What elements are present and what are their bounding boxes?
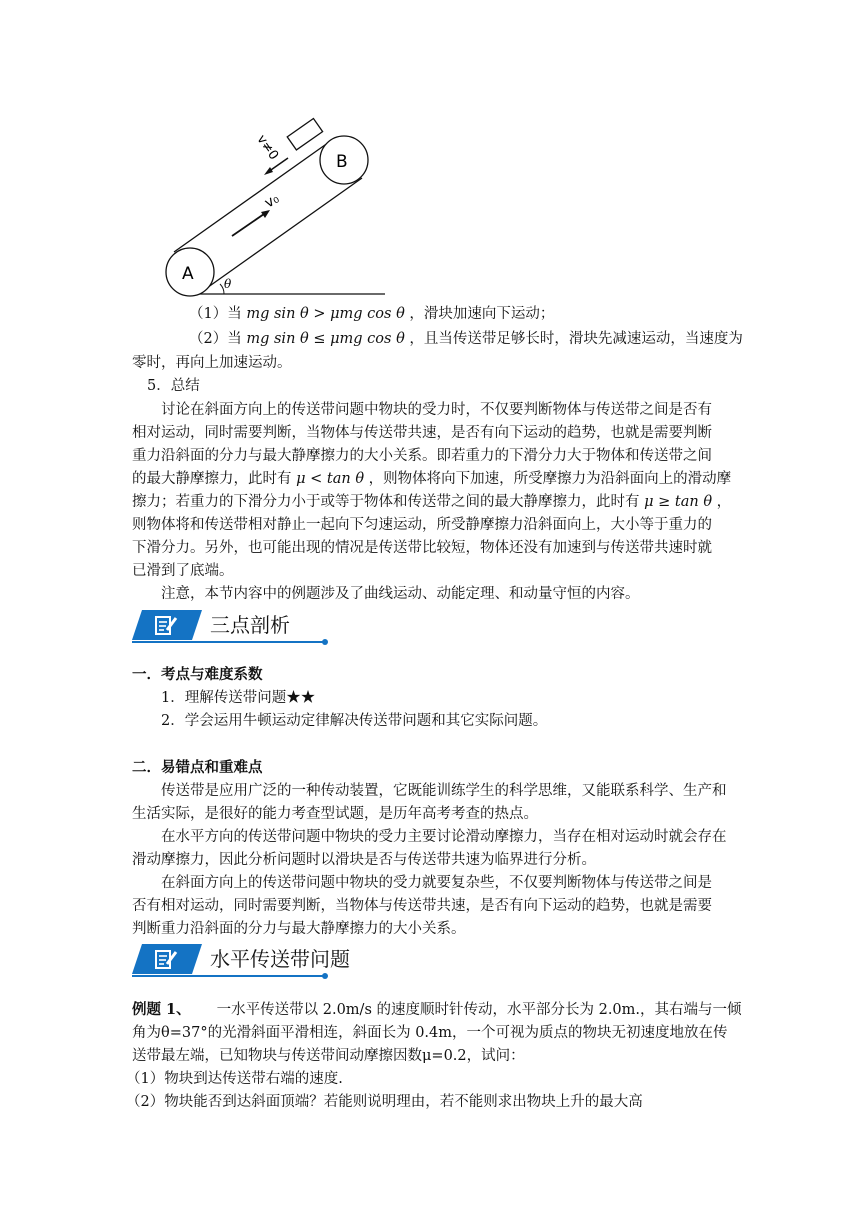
section-2-line-6: 否有相对运动，同时需要判断，当物体与传送带共速，是否有向下运动的趋势，也就是需要 xyxy=(132,898,712,914)
belt-velocity-label: v₀ xyxy=(262,190,283,212)
summary-line-3: 重力沿斜面的分力与最大静摩擦力的大小关系。即若重力的下滑分力大于物体和传送带之间 xyxy=(132,448,712,464)
section-2-line-2: 生活实际，是很好的能力考查型试题，是历年高考考查的热点。 xyxy=(132,806,538,822)
section-1-item-2: 2．学会运用牛顿运动定律解决传送带问题和其它实际问题。 xyxy=(161,713,548,729)
section-2-heading: 二．易错点和重难点 xyxy=(132,759,263,776)
case-1-line: （1）当 mg sin θ > μmg cos θ ，滑块加速向下运动； xyxy=(189,306,555,322)
summary-line-8: 已滑到了底端。 xyxy=(132,563,234,579)
banner-rule xyxy=(132,641,326,643)
banner-title: 水平传送带问题 xyxy=(210,947,350,971)
section-1-item-1: 1．理解传送带问题★★ xyxy=(161,690,316,706)
section-2-line-1: 传送带是应用广泛的一种传动装置，它既能训练学生的科学思维，又能联系科学、生产和 xyxy=(161,783,727,799)
section-banner-horizontal xyxy=(132,940,350,980)
case-2-line: （2）当 mg sin θ ≤ μmg cos θ ，且当传送带足够长时，滑块先减速运动，当速度为 xyxy=(189,331,743,347)
summary-line-2: 相对运动，同时需要判断，当物体与传送带共速，是否有向下运动的趋势，也就是需要判断 xyxy=(132,425,712,441)
case-2-continuation: 零时，再向上加速运动。 xyxy=(132,355,292,371)
section-banner-analysis xyxy=(132,606,326,646)
pulley-b-label: B xyxy=(336,152,348,172)
example-label: 例题 1、 xyxy=(132,1001,191,1018)
section-1-heading: 一．考点与难度系数 xyxy=(132,666,263,683)
example-question-1: （1）物块到达传送带右端的速度. xyxy=(126,1071,343,1087)
pulley-a-label: A xyxy=(182,264,194,284)
block xyxy=(287,119,322,150)
angle-label: θ xyxy=(224,277,232,291)
block-velocity-label: v≠0 xyxy=(253,132,282,163)
conveyor-diagram xyxy=(160,112,390,302)
section-5-heading: 5．总结 xyxy=(147,378,200,394)
example-line-1: 例题 1、 一水平传送带以 2.0m/s 的速度顺时针传动，水平部分长为 2.0m.，其右端与一倾 xyxy=(132,1001,742,1018)
belt-top-edge xyxy=(174,140,332,252)
banner-rule xyxy=(132,975,326,977)
summary-line-4: 的最大静摩擦力，此时有 μ < tan θ ，则物体将向下加速，所受摩擦力为沿斜面向上的滑动摩 xyxy=(132,471,732,487)
belt-arrow xyxy=(232,214,264,236)
section-2-line-4: 滑动摩擦力，因此分析问题时以滑块是否与传送带共速为临界进行分析。 xyxy=(132,852,596,868)
block-arrow-head xyxy=(264,167,273,175)
banner-title: 三点剖析 xyxy=(210,613,290,637)
section-2-line-7: 判断重力沿斜面的分力与最大静摩擦力的大小关系。 xyxy=(132,921,466,937)
example-line-3: 送带最左端，已知物块与传送带间动摩擦因数μ=0.2，试问： xyxy=(132,1048,525,1064)
notepad-pen-icon xyxy=(154,614,178,636)
summary-line-1: 讨论在斜面方向上的传送带问题中物块的受力时，不仅要判断物体与传送带之间是否有 xyxy=(161,402,712,418)
belt-arrow-head xyxy=(261,210,270,218)
belt-bottom-edge xyxy=(204,178,362,290)
note-line: 注意，本节内容中的例题涉及了曲线运动、动能定理、和动量守恒的内容。 xyxy=(161,586,640,602)
section-2-line-3: 在水平方向的传送带问题中物块的受力主要讨论滑动摩擦力，当存在相对运动时就会存在 xyxy=(161,829,727,845)
notepad-pen-icon xyxy=(154,948,178,970)
example-question-2: （2）物块能否到达斜面顶端？若能则说明理由，若不能则求出物块上升的最大高 xyxy=(126,1094,643,1110)
summary-line-7: 下滑分力。另外，也可能出现的情况是传送带比较短，物体还没有加速到与传送带共速时就 xyxy=(132,540,712,556)
section-2-line-5: 在斜面方向上的传送带问题中物块的受力就要复杂些，不仅要判断物体与传送带之间是 xyxy=(161,875,712,891)
example-line-2: 角为θ=37°的光滑斜面平滑相连，斜面长为 0.4m，一个可视为质点的物块无初速度地放在传 xyxy=(132,1025,728,1041)
summary-line-5: 擦力；若重力的下滑分力小于或等于物体和传送带之间的最大静摩擦力，此时有 μ ≥ tan θ ， xyxy=(132,494,732,510)
summary-line-6: 则物体将和传送带相对静止一起向下匀速运动，所受静摩擦力沿斜面向上，大小等于重力的 xyxy=(132,517,712,533)
